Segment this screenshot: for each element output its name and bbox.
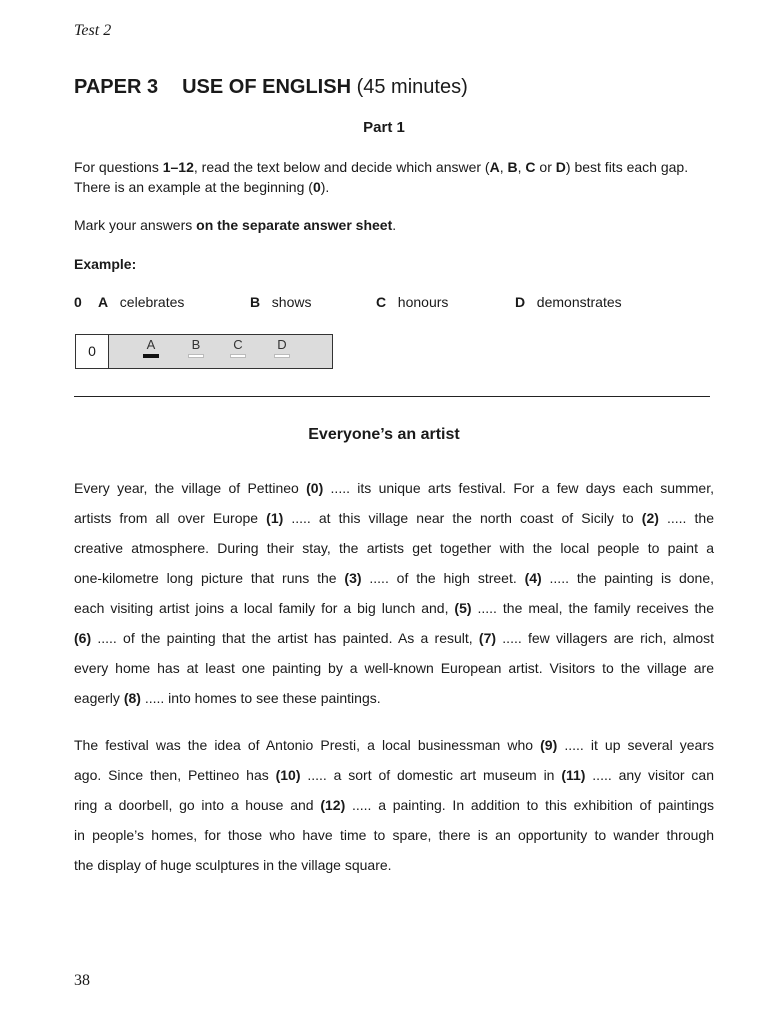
text-segment: ..... into homes to see these paintings. bbox=[140, 690, 381, 706]
text-segment: ago. Since then, Pettineo has bbox=[74, 767, 276, 783]
running-head: Test 2 bbox=[74, 22, 112, 39]
text-segment: ..... any visitor can bbox=[585, 767, 714, 783]
bubble-mark bbox=[230, 354, 246, 358]
text-title: Everyone’s an artist bbox=[308, 426, 460, 443]
gap-number: (4) bbox=[524, 570, 542, 586]
instr-text: For questions bbox=[74, 159, 163, 175]
paragraph-1 bbox=[74, 473, 714, 713]
instr-emphasis: on the separate answer sheet bbox=[196, 217, 393, 233]
gap-number: (6) bbox=[74, 630, 92, 646]
instr-text: ) best fits each gap. There is an example at the beginning ( bbox=[74, 159, 689, 195]
text-segment: ..... of the high street. bbox=[361, 570, 525, 586]
gap-number: (10) bbox=[275, 767, 301, 783]
instr-text: , bbox=[499, 159, 508, 175]
text-segment: creative atmosphere. During their stay, the artists get together with the local people to paint a bbox=[74, 540, 714, 556]
text-line bbox=[74, 533, 714, 563]
page-number: 38 bbox=[74, 972, 90, 989]
example-option-d: D demonstrates bbox=[515, 294, 622, 310]
text-segment: ..... it up several years bbox=[557, 737, 714, 753]
instr-letter: C bbox=[525, 159, 536, 175]
text-line bbox=[74, 730, 714, 760]
instr-letter: A bbox=[489, 159, 500, 175]
paper-title bbox=[74, 76, 468, 99]
instr-letter: D bbox=[555, 159, 566, 175]
text-line bbox=[74, 623, 714, 653]
gap-number: (11) bbox=[561, 767, 586, 783]
gap-number: (3) bbox=[344, 570, 362, 586]
example-label: Example: bbox=[74, 256, 137, 272]
text-line bbox=[74, 760, 714, 790]
text-line bbox=[74, 563, 714, 593]
text-line bbox=[74, 850, 714, 880]
text-line bbox=[74, 820, 714, 850]
instructions-questions bbox=[74, 157, 714, 197]
gap-number: (12) bbox=[320, 797, 346, 813]
text-segment: the display of huge sculptures in the village square. bbox=[74, 857, 392, 873]
bubble-mark bbox=[188, 354, 204, 358]
answer-bubble-b: B bbox=[186, 337, 206, 358]
gap-number: (1) bbox=[266, 510, 284, 526]
text-line bbox=[74, 790, 714, 820]
example-number: 0 bbox=[74, 294, 82, 310]
text-segment: ..... a sort of domestic art museum in bbox=[300, 767, 562, 783]
paper-number: PAPER 3 bbox=[74, 76, 159, 98]
text-segment: Every year, the village of Pettineo bbox=[74, 480, 307, 496]
text-segment: ..... the painting is done, bbox=[541, 570, 714, 586]
instr-text: Mark your answers bbox=[74, 217, 197, 233]
part-title: Part 1 bbox=[363, 119, 405, 136]
text-segment: one-kilometre long picture that runs the bbox=[74, 570, 345, 586]
text-segment: The festival was the idea of Antonio Presti, a local businessman who bbox=[74, 737, 541, 753]
instr-text: , bbox=[517, 159, 526, 175]
example-answer-box bbox=[75, 334, 333, 369]
text-line bbox=[74, 503, 714, 533]
instr-text: . bbox=[392, 217, 397, 233]
answer-bubble-d: D bbox=[272, 337, 292, 358]
text-segment: ..... the meal, the family receives the bbox=[471, 600, 714, 616]
text-segment: ..... of the painting that the artist has painted. As a result, bbox=[91, 630, 479, 646]
text-segment: in people’s homes, for those who have time to spare, there is an opportunity to wander through bbox=[74, 827, 714, 843]
instr-letter: B bbox=[507, 159, 518, 175]
answer-bubble-c: C bbox=[228, 337, 248, 358]
gap-number: (0) bbox=[306, 480, 324, 496]
answer-bubble-a: A bbox=[141, 337, 161, 358]
example-options bbox=[74, 294, 714, 314]
text-segment: ring a doorbell, go into a house and bbox=[74, 797, 321, 813]
example-option-b: B shows bbox=[250, 294, 312, 310]
text-line bbox=[74, 473, 714, 503]
instr-text: or bbox=[535, 159, 556, 175]
text-segment: ..... its unique arts festival. For a few days each summer, bbox=[323, 480, 714, 496]
text-segment: artists from all over Europe bbox=[74, 510, 267, 526]
text-segment: each visiting artist joins a local family for a big lunch and, bbox=[74, 600, 455, 616]
paragraph-2 bbox=[74, 730, 714, 880]
bubble-mark bbox=[143, 354, 159, 358]
bubble-mark bbox=[274, 354, 290, 358]
gap-number: (5) bbox=[454, 600, 472, 616]
instr-text: , read the text below and decide which answer ( bbox=[193, 159, 490, 175]
section-divider bbox=[74, 396, 710, 397]
text-line bbox=[74, 653, 714, 683]
paper-section: USE OF ENGLISH bbox=[182, 76, 352, 98]
example-option-a: A celebrates bbox=[98, 294, 185, 310]
gap-number: (2) bbox=[641, 510, 659, 526]
text-segment: ..... the bbox=[658, 510, 714, 526]
gap-number: (7) bbox=[478, 630, 497, 646]
instructions-mark bbox=[74, 215, 714, 235]
paper-duration: (45 minutes) bbox=[356, 76, 468, 98]
text-line bbox=[74, 593, 714, 623]
answer-box-number: 0 bbox=[76, 335, 109, 368]
text-segment: eagerly bbox=[74, 690, 124, 706]
instr-range: 1–12 bbox=[162, 159, 194, 175]
text-segment: ..... a painting. In addition to this exhibition of paintings bbox=[345, 797, 715, 813]
instr-zero: 0 bbox=[312, 179, 321, 195]
example-option-c: C honours bbox=[376, 294, 449, 310]
text-line bbox=[74, 683, 714, 713]
gap-number: (9) bbox=[540, 737, 558, 753]
text-segment: ..... few villagers are rich, almost bbox=[496, 630, 714, 646]
gap-number: (8) bbox=[123, 690, 141, 706]
text-segment: every home has at least one painting by a well-known European artist. Visitors to the village are bbox=[74, 660, 714, 676]
instr-text: ). bbox=[320, 179, 330, 195]
text-segment: ..... at this village near the north coast of Sicily to bbox=[283, 510, 642, 526]
